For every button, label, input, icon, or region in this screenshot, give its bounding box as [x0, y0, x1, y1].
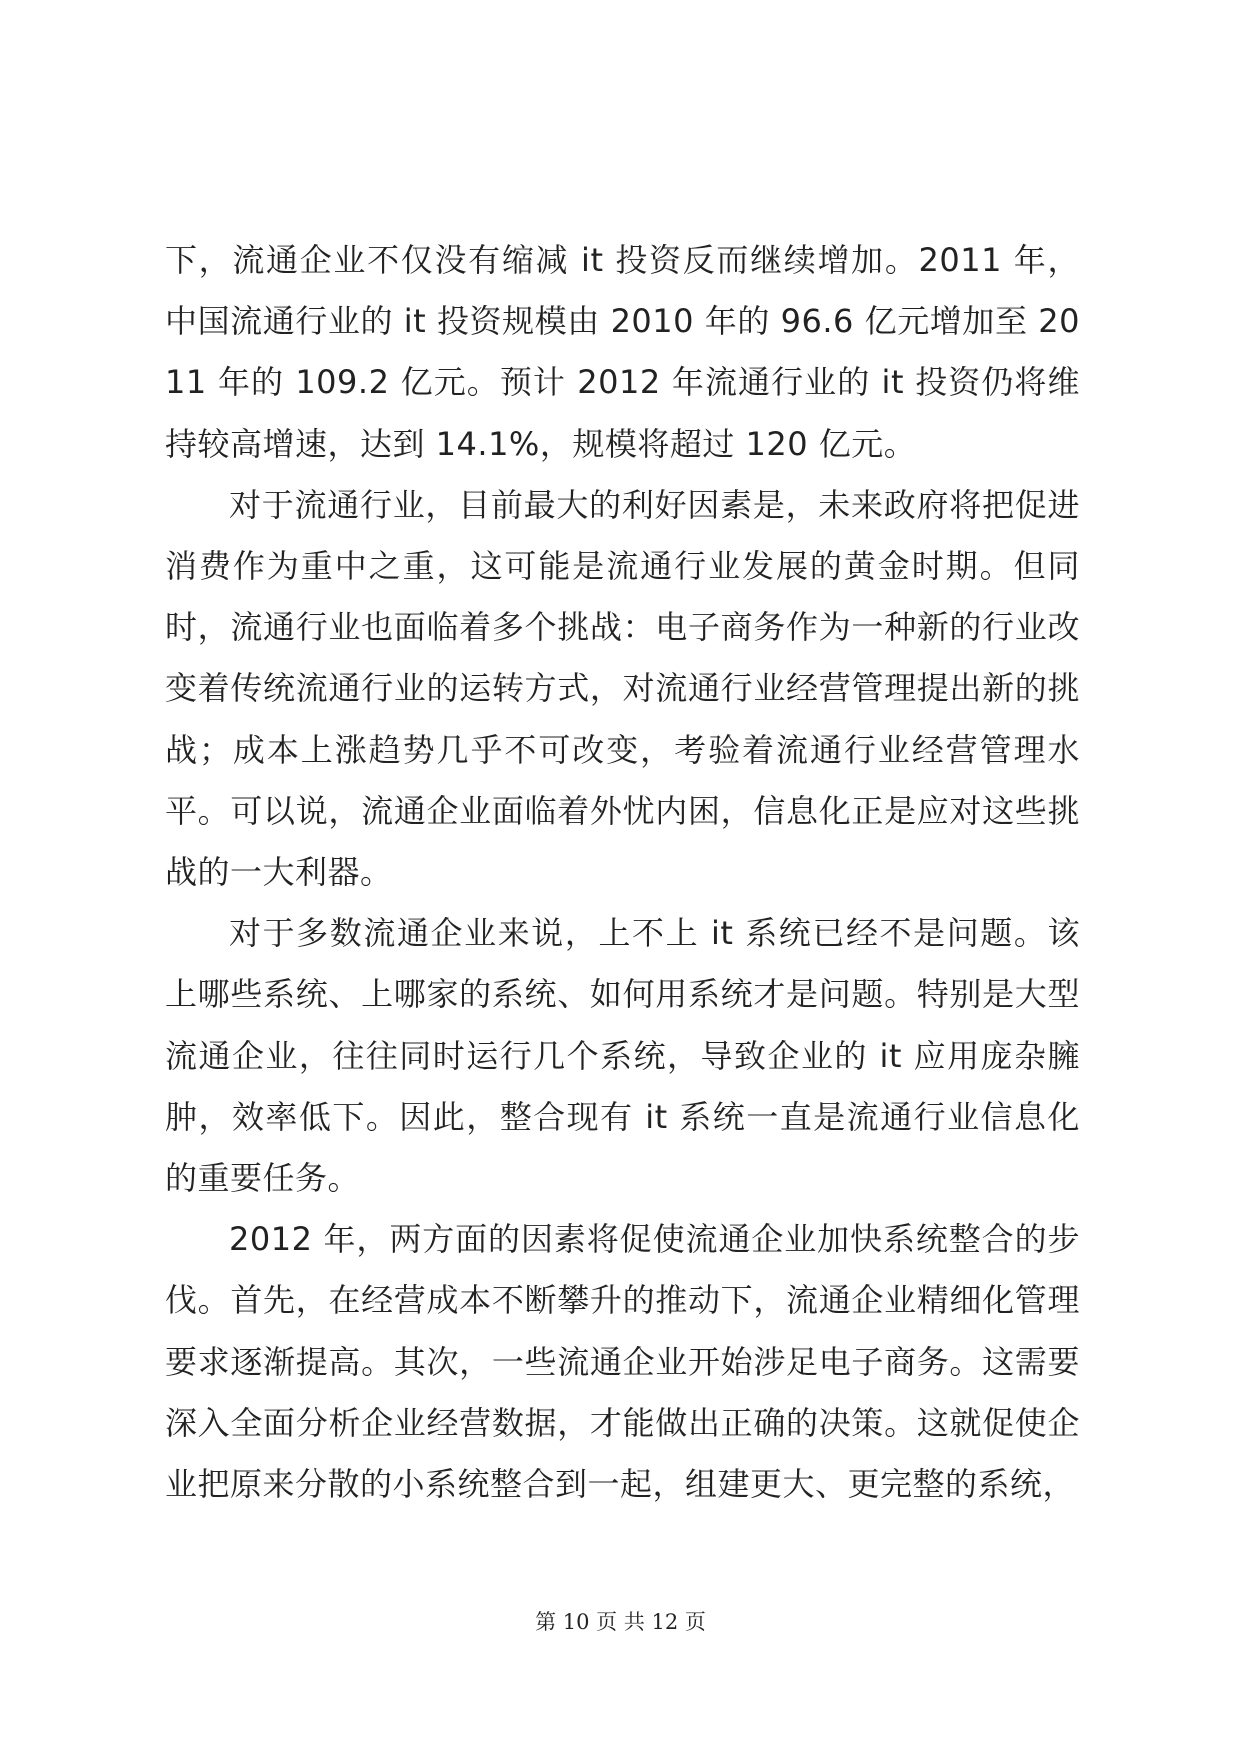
paragraph-continuation: 下，流通企业不仅没有缩减 it 投资反而继续增加。2011 年，中国流通行业的 it 投资规模由 2010 年的 96.6 亿元增加至 2011 年的 109.2 亿元。预计 2012 年流通行业的 it 投资仍将维持较高增速，达到 14.1%，规模将超过 120 亿元。: [165, 241, 1080, 463]
paragraph: 2012 年，两方面的因素将促使流通企业加快系统整合的步伐。首先，在经营成本不断攀升的推动下，流通企业精细化管理要求逐渐提高。其次，一些流通企业开始涉足电子商务。这需要深入全面分析企业经营数据，才能做出正确的决策。这就促使企业把原来分散的小系统整合到一起，组建更大、更完整的系统，: [165, 1220, 1080, 1504]
paragraph: 对于流通行业，目前最大的利好因素是，未来政府将把促进消费作为重中之重，这可能是流通行业发展的黄金时期。但同时，流通行业也面临着多个挑战：电子商务作为一种新的行业改变着传统流通行业的运转方式，对流通行业经营管理提出新的挑战；成本上涨趋势几乎不可改变，考验着流通行业经营管理水平。可以说，流通企业面临着外忧内困，信息化正是应对这些挑战的一大利器。: [165, 485, 1080, 892]
document-body: [165, 230, 1080, 1515]
paragraph: 对于多数流通企业来说，上不上 it 系统已经不是问题。该上哪些系统、上哪家的系统、如何用系统才是问题。特别是大型流通企业，往往同时运行几个系统，导致企业的 it 应用庞杂臃肿，效率低下。因此，整合现有 it 系统一直是流通行业信息化的重要任务。: [165, 914, 1080, 1198]
page-number-footer: 第 10 页 共 12 页: [535, 1610, 706, 1634]
